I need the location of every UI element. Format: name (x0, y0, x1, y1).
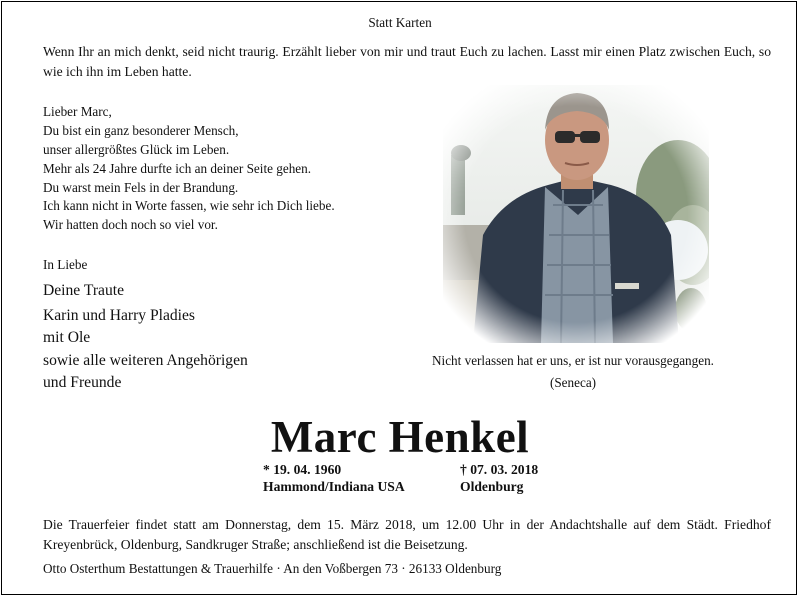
letter-line: Du warst mein Fels in der Brandung. (43, 179, 239, 195)
deceased-name: Marc Henkel (270, 412, 530, 462)
death-block (460, 461, 538, 495)
letter-block (43, 103, 423, 235)
birth-block (263, 461, 405, 495)
signoff-pladies-line: mit Ole (43, 329, 91, 346)
death-place: Oldenburg (460, 479, 524, 494)
death-date: † 07. 03. 2018 (460, 462, 539, 477)
birth-date: * 19. 04. 1960 (263, 462, 342, 477)
quote-source: (Seneca) (549, 375, 597, 390)
letter-line: unser allergrößtes Glück im Leben. (43, 141, 230, 157)
undertaker-info: Otto Osterthum Bestattungen & Trauerhilfe · An den Voßbergen 73 · 26133 Oldenburg (43, 561, 502, 576)
signoff-pladies (43, 305, 195, 349)
intro-text: Wenn Ihr an mich denkt, seid nicht traurig. Erzählt lieber von mir und traut Euch zu lachen. Lasst mir einen Platz zwischen Euch, so wie ich ihn im Leben hatte. (43, 44, 771, 79)
portrait-photo (443, 85, 709, 343)
header-statt-karten: Statt Karten (368, 15, 432, 30)
letter-line: Wir hatten doch noch so viel vor. (43, 217, 218, 233)
letter-line: Mehr als 24 Jahre durfte ich an deiner Seite gehen. (43, 160, 312, 176)
letter-line: Lieber Marc, (43, 104, 112, 119)
signoff-friends-line: und Freunde (43, 374, 122, 391)
signoff-traute: Deine Traute (43, 282, 124, 299)
quote-text: Nicht verlassen hat er uns, er ist nur vorausgegangen. (432, 353, 714, 368)
signoff-pladies-line: Karin und Harry Pladies (43, 307, 196, 324)
in-liebe: In Liebe (43, 257, 88, 272)
letter-line: Du bist ein ganz besonderer Mensch, (43, 122, 239, 138)
signoff-friends-line: sowie alle weiteren Angehörigen (43, 352, 248, 369)
funeral-info: Die Trauerfeier findet statt am Donnerstag, dem 15. März 2018, um 12.00 Uhr in der Andachtshalle auf dem Städt. Friedhof Kreyenbrück, Oldenburg, Sandkruger Straße; anschließend ist die Beisetzung. (43, 517, 771, 552)
letter-line: Ich kann nicht in Worte fassen, wie sehr ich Dich liebe. (43, 198, 335, 214)
signoff-friends (43, 350, 248, 394)
birth-place: Hammond/Indiana USA (263, 479, 405, 494)
